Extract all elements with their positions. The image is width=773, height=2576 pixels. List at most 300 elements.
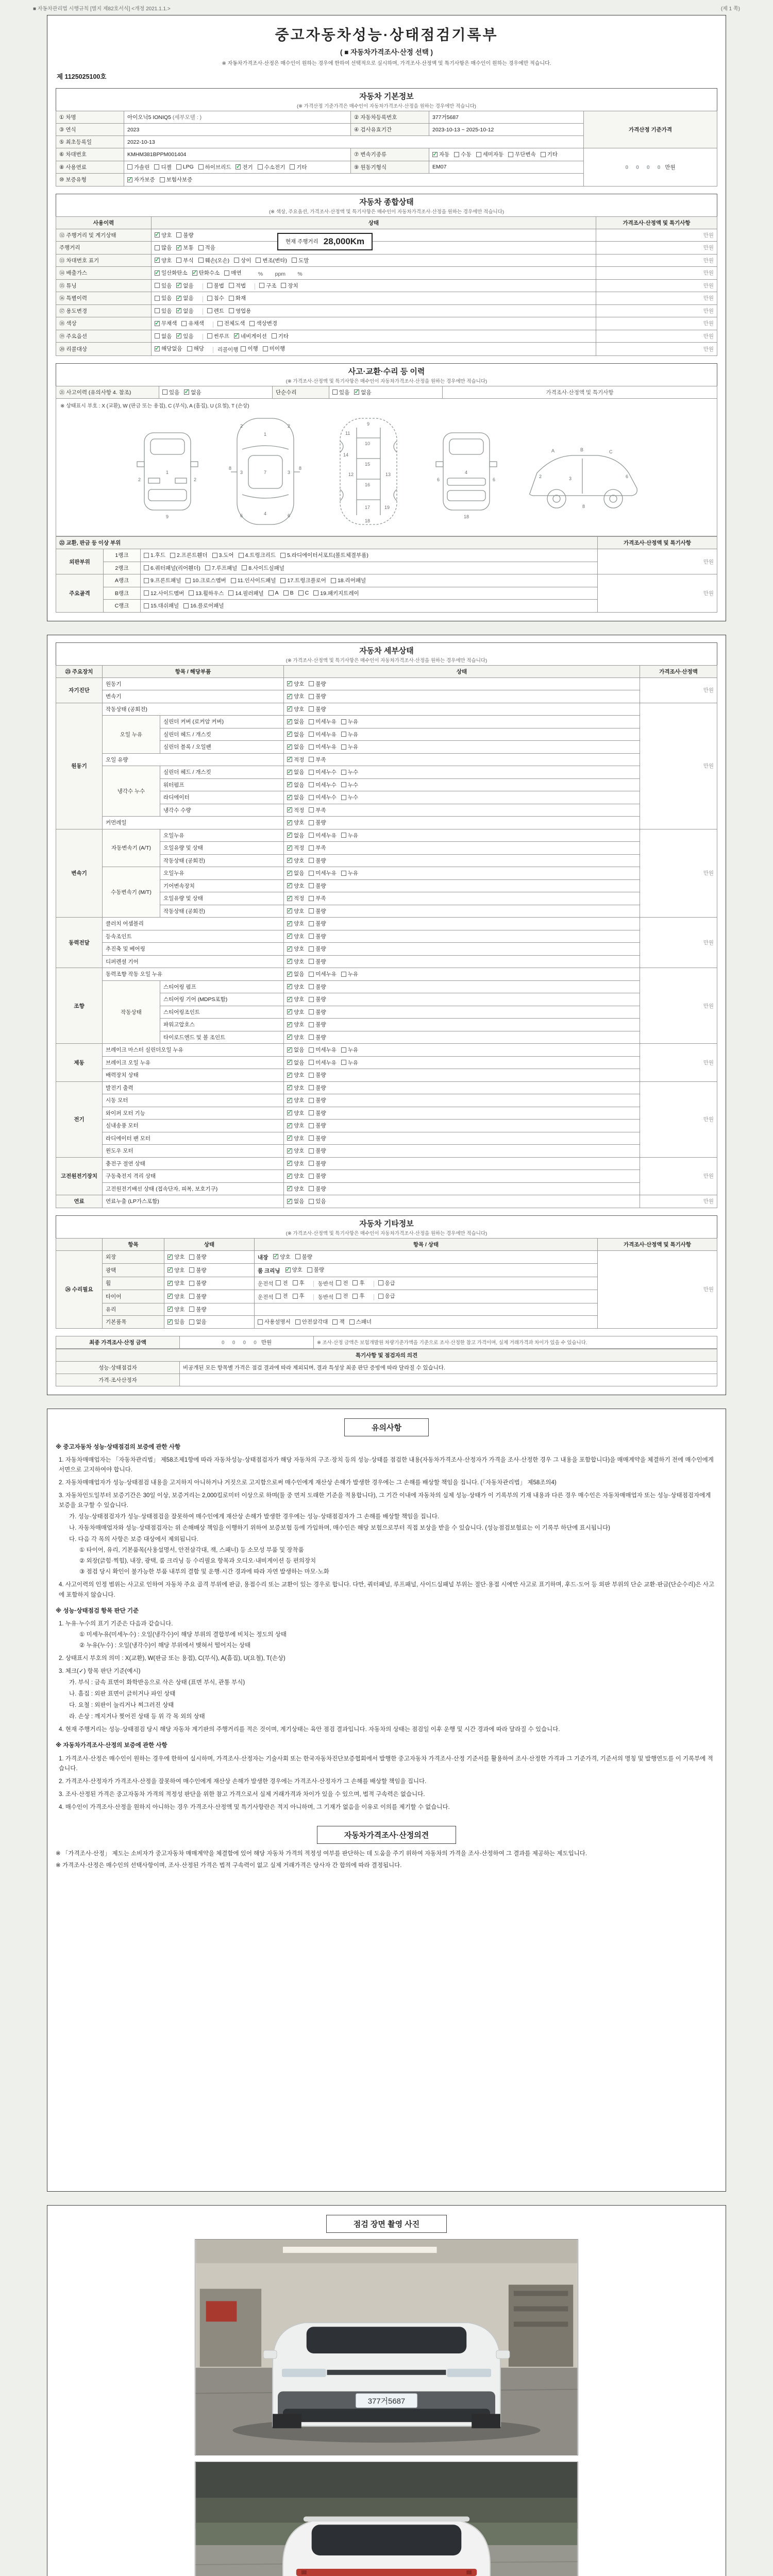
checkbox-option (176, 307, 193, 315)
opinion-title: 특기사항 및 점검자의 의견 (56, 1349, 717, 1361)
checkbox-option (287, 995, 304, 1003)
notice-line: 나. 흠집 : 외판 표면이 긁히거나 파인 상태 (69, 1691, 176, 1698)
item-label: 실린더 헤드 / 개스킷 (160, 766, 284, 779)
doc-title: 중고자동차성능·상태점검기록부 (275, 27, 498, 43)
option-group (318, 1294, 374, 1300)
checkbox-option (155, 269, 188, 277)
svg-text:6: 6 (437, 477, 440, 482)
row-price: 만원 (596, 304, 717, 317)
checkbox-icon (155, 283, 160, 288)
checkbox-icon (287, 984, 292, 989)
row-price: 만원 (596, 343, 717, 356)
notice-line: 라. 손상 : 깨지거나 찢어진 상태 등 위 각 목 외의 상태 (69, 1714, 205, 1720)
checkbox-icon (295, 1319, 300, 1325)
item-label: 동력조향 작동 오일 누유 (103, 968, 284, 981)
checkbox-icon (309, 833, 314, 838)
checkbox-icon (287, 1060, 292, 1065)
checkbox-option (287, 731, 304, 738)
checkbox-label: 양호 (294, 1084, 305, 1091)
checkbox-option (287, 1197, 304, 1205)
car-diagram-top (222, 412, 309, 531)
svg-text:A: A (551, 448, 555, 453)
basic-row-name (56, 111, 717, 124)
checkbox-icon (341, 744, 346, 750)
checkbox-label: 적정 (294, 845, 305, 851)
checkbox-label: 미세누유 (315, 719, 337, 725)
item-label: 스티어링조인트 (160, 1006, 284, 1019)
vin-value: KMHM381BPPM001404 (124, 148, 351, 161)
svg-text:9: 9 (367, 421, 370, 427)
checkbox-label: 이행 (247, 346, 258, 352)
checkbox-option (309, 756, 326, 764)
row-price: 만원 (598, 1250, 717, 1328)
checkbox-icon (162, 389, 167, 395)
notice-line: 1. 누유·누수의 표기 기준은 다음과 같습니다. (59, 1620, 173, 1627)
checkbox-option (189, 1318, 206, 1326)
checkbox-icon (234, 333, 239, 338)
appraisal-opinion-line: ※ 가격조사·산정은 매수인의 선택사항이며, 조사·산정된 가격은 법적 구속력이 없고 실제 거래가격은 당사자 간 합의에 따라 결정됩니다. (56, 1862, 402, 1869)
checkbox-icon (309, 1123, 314, 1128)
checkbox-icon (341, 833, 346, 838)
checkbox-option (268, 590, 279, 596)
svg-text:B: B (580, 447, 584, 452)
checkbox-icon (229, 308, 234, 313)
checkbox-label: 불량 (315, 1097, 326, 1104)
checkbox-icon (285, 1267, 291, 1273)
device-label: 연료 (56, 1195, 103, 1208)
row-label: ⑳ 리콜대상 (56, 343, 152, 356)
overall-col-price: 가격조사·산정액 및 특기사항 (596, 216, 717, 229)
option-group (207, 296, 251, 302)
checkbox-option (258, 163, 285, 171)
svg-text:18: 18 (365, 518, 371, 523)
checkbox-option (287, 869, 304, 877)
panel-photos (47, 2205, 726, 2576)
svg-text:6: 6 (493, 477, 496, 482)
checkbox-label: 불량 (315, 1148, 326, 1154)
checkbox-label: 없음 (183, 295, 194, 301)
checkbox-icon (258, 164, 263, 170)
checkbox-label: 변조(변타) (262, 257, 288, 264)
detail-col-item: 항목 / 해당부품 (103, 665, 284, 677)
row-price: 만원 (596, 279, 717, 292)
svg-text:377거5687: 377거5687 (367, 2396, 406, 2405)
checkbox-option (287, 1185, 304, 1193)
item-state (284, 1044, 640, 1057)
overall-row (56, 304, 717, 317)
checkbox-icon (268, 590, 274, 596)
item-extra (255, 1303, 598, 1316)
item-state (284, 817, 640, 829)
basic-row-vin (56, 148, 717, 161)
opinion-row-appraiser (56, 1374, 717, 1386)
item-state (284, 1094, 640, 1107)
checkbox-label: 가솔린 (134, 164, 150, 171)
checkbox-label: 누유 (347, 719, 359, 725)
svg-text:8: 8 (299, 466, 302, 471)
checkbox-option (249, 319, 277, 327)
etc-header-row (56, 1238, 717, 1250)
checkbox-option (144, 551, 165, 559)
checkbox-icon (207, 308, 212, 313)
checkbox-label: 미세누유 (315, 744, 337, 750)
checkbox-option (287, 806, 304, 814)
checkbox-icon (309, 959, 314, 964)
overall-row (56, 242, 717, 255)
exchange-table (56, 536, 717, 613)
checkbox-icon (283, 590, 289, 596)
checkbox-icon (309, 1047, 314, 1053)
vin-label: ⑥ 차대번호 (56, 148, 124, 161)
checkbox-icon (309, 1199, 314, 1204)
notice-line: 1. 가격조사·산정은 매수인이 원하는 경우에 한하여 실시하며, 가격조사·산정자는 기술사회 또는 한국자동차진단보증협회에서 발행한 중고자동차 가격조사·산정 기준서를 활용하여 조사·산정한 가격과 그 기준가격, 기준서의 명칭 및 발행연도를 이 기록부에 적습니다. (59, 1755, 713, 1772)
checkbox-option (162, 388, 179, 396)
odometer-box (277, 233, 373, 250)
checkbox-icon (155, 296, 160, 301)
checkbox-label: 누수 (347, 769, 359, 775)
checkbox-label: 양호 (294, 1160, 305, 1167)
checkbox-icon (276, 1294, 281, 1299)
checkbox-label: 양호 (294, 1034, 305, 1041)
checkbox-label: 17.트렁크플로어 (287, 578, 326, 584)
checkbox-icon (309, 744, 314, 750)
device-label: 전기 (56, 1081, 103, 1157)
checkbox-icon (239, 553, 244, 558)
checkbox-option (144, 589, 184, 597)
option-group-label: 운전석 (258, 1281, 274, 1287)
notice-line: 1. 자동차매매업자는 「자동차관리법」 제58조제1항에 따라 자동차성능·상태점검자가 해당 자동차의 구조·장치 등의 성능·상태를 점검한 내용(자동차가격조사·산정자가 가격을 조사·산정한 경우 그 내용을 포함합니다)을 매매계약을 체결하기 전에 매수인에게 서면으로 고지하여야 합니다. (59, 1456, 714, 1473)
opinion-who-appraiser: 가격·조사산정자 (56, 1374, 180, 1386)
checkbox-label: 있음 (161, 282, 172, 289)
checkbox-option (167, 1318, 184, 1326)
checkbox-option (287, 832, 304, 839)
checkbox-icon (183, 603, 189, 608)
checkbox-label: 양호 (161, 232, 172, 239)
item-state (284, 1056, 640, 1069)
row-price: 만원 (640, 1195, 717, 1208)
checkbox-icon (332, 1319, 338, 1325)
item-label: 작동상태 (공회전) (160, 905, 284, 918)
checkbox-icon (287, 706, 292, 711)
item-label: 타이어 (103, 1290, 164, 1303)
panel-group-label: 외판부위 (56, 549, 104, 574)
checkbox-icon (144, 553, 149, 558)
checkbox-label: 양호 (294, 1148, 305, 1154)
row-price: 만원 (596, 292, 717, 305)
checkbox-option (144, 564, 200, 572)
row-price: 만원 (598, 574, 717, 613)
checkbox-label: 양호 (294, 1072, 305, 1078)
checkbox-icon (309, 706, 314, 711)
checkbox-option (309, 718, 337, 725)
checkbox-option (309, 781, 337, 789)
row-state (152, 254, 596, 267)
checkbox-label: 양호 (294, 946, 305, 952)
checkbox-icon (287, 744, 292, 750)
item-label: 발전기 출력 (103, 1081, 284, 1094)
checkbox-icon (155, 346, 160, 351)
svg-text:1: 1 (166, 470, 169, 475)
checkbox-icon (207, 296, 212, 301)
checkbox-option (352, 1292, 364, 1300)
checkbox-label: 전기 (242, 164, 253, 171)
checkbox-label: 불량 (315, 706, 326, 713)
row-label: 주행거리 (56, 242, 152, 255)
checkbox-option (290, 163, 307, 171)
checkbox-label: 불량 (313, 1267, 325, 1273)
checkbox-option (287, 1160, 304, 1167)
checkbox-label: 없음 (196, 1319, 207, 1325)
checkbox-option (287, 857, 304, 865)
checkbox-label: 네비게이션 (241, 333, 267, 340)
row-price: 만원 (640, 1081, 717, 1157)
section-final-price (56, 1336, 717, 1386)
checkbox-icon (287, 921, 292, 926)
option-group (155, 309, 203, 315)
checkbox-label: 누유 (347, 744, 359, 750)
exchange-row (56, 574, 717, 587)
checkbox-option (187, 345, 204, 352)
overall-note: (※ 색상, 주요옵션, 가격조사·산정액 및 특기사항은 매수인이 자동차가격조사·산정을 원하는 경우에만 적습니다) (268, 209, 505, 215)
checkbox-option (341, 970, 358, 978)
checkbox-icon (167, 1319, 173, 1325)
detail-row (56, 1069, 717, 1082)
checkbox-option (309, 1185, 326, 1193)
checkbox-icon (280, 578, 285, 583)
checkbox-option (309, 1008, 326, 1016)
notice-line: ※ 성능·상태점검 항목 판단 기준 (56, 1607, 139, 1614)
checkbox-option (285, 1266, 303, 1274)
detail-row (56, 918, 717, 930)
checkbox-label: 양호 (294, 857, 305, 864)
checkbox-label: 누수 (347, 782, 359, 788)
panel-items (141, 600, 598, 613)
item-label: 오일누유 (160, 829, 284, 842)
opinion-table (56, 1349, 717, 1386)
checkbox-icon (309, 782, 314, 787)
checkbox-icon (154, 164, 159, 170)
checkbox-option (287, 1096, 304, 1104)
item-state (284, 879, 640, 892)
checkbox-option (287, 1071, 304, 1079)
checkbox-label: 없음 (294, 794, 305, 801)
checkbox-option (309, 907, 326, 915)
checkbox-option (287, 1059, 304, 1066)
checkbox-icon (273, 1254, 278, 1259)
checkbox-label: 있음 (161, 295, 172, 301)
checkbox-label: 불량 (315, 681, 326, 687)
checkbox-label: 불량 (315, 921, 326, 927)
checkbox-icon (236, 164, 241, 170)
checkbox-label: 많음 (161, 245, 172, 251)
checkbox-icon (242, 565, 247, 570)
checkbox-label: 양호 (294, 1022, 305, 1028)
final-price-note: ※ 조사·산정 금액은 보험개발원 차량기준가액을 기준으로 조사·산정한 참고 가격이며, 실제 거래가격과 차이가 있을 수 있습니다. (314, 1336, 717, 1348)
engine-value: EM07 (429, 161, 584, 174)
detail-row (56, 677, 717, 690)
checkbox-icon (508, 152, 513, 157)
checkbox-option (259, 282, 276, 290)
checkbox-icon (144, 578, 149, 583)
checkbox-option (155, 257, 172, 264)
checkbox-icon (331, 578, 336, 583)
row-label: ⑲ 주요옵션 (56, 330, 152, 343)
checkbox-label: 없음 (294, 731, 305, 738)
checkbox-icon (287, 1161, 292, 1166)
checkbox-label: 불량 (315, 1135, 326, 1142)
device-label: 고전원전기장치 (56, 1157, 103, 1195)
checkbox-label: 양호 (294, 1185, 305, 1192)
item-state (284, 716, 640, 728)
option-group-label: 운전석 (258, 1294, 274, 1300)
svg-text:6: 6 (240, 513, 243, 518)
item-label: 워터펌프 (160, 778, 284, 791)
checkbox-option (154, 163, 171, 171)
overall-row (56, 267, 717, 280)
item-state (284, 690, 640, 703)
doc-subtitle: ( ■ 자동차가격조사·산정 선택 ) (340, 48, 433, 56)
exchange-label: ㉒ 교환, 판금 등 이상 부위 (56, 537, 598, 549)
first-reg-label: ⑤ 최초등록일 (56, 136, 124, 148)
checkbox-icon (309, 1161, 314, 1166)
checkbox-label: 잭 (339, 1319, 345, 1325)
row-label: ⑫ 주행거리 및 계기상태 (56, 229, 152, 242)
item-label: 유리 (103, 1303, 164, 1316)
checkbox-option (283, 590, 294, 596)
checkbox-icon (378, 1280, 383, 1285)
item-label: 스티어링 기어 (MDPS포함) (160, 993, 284, 1006)
checkbox-icon (309, 1136, 314, 1141)
item-state (284, 1195, 640, 1208)
svg-text:18: 18 (464, 514, 469, 519)
item-label: 휠 (103, 1277, 164, 1290)
checkbox-icon (309, 908, 314, 913)
checkbox-icon (241, 346, 246, 351)
checkbox-option (341, 731, 358, 738)
svg-text:13: 13 (385, 472, 391, 477)
checkbox-option (293, 1292, 305, 1300)
checkbox-option (541, 150, 558, 158)
rank-label: 1랭크 (104, 549, 141, 562)
svg-text:3: 3 (240, 470, 243, 475)
checkbox-label: 불량 (183, 232, 194, 239)
car-name-label: ① 차명 (56, 111, 124, 124)
checkbox-label: 불량 (315, 933, 326, 940)
opinion-row-inspector (56, 1361, 717, 1374)
checkbox-icon (272, 333, 277, 338)
inspection-photo-front (195, 2239, 578, 2455)
checkbox-icon (309, 1060, 314, 1065)
checkbox-option (198, 163, 231, 171)
checkbox-icon (287, 959, 292, 964)
svg-text:1: 1 (264, 432, 267, 437)
checkbox-option (336, 1279, 348, 1287)
checkbox-icon (352, 1294, 358, 1299)
checkbox-option (309, 1109, 326, 1117)
car-diagram-underbody (325, 412, 412, 531)
checkbox-icon (186, 578, 191, 583)
item-state (284, 1120, 640, 1132)
row-price: 만원 (596, 317, 717, 330)
checkbox-icon (309, 1085, 314, 1090)
detail-band (56, 642, 717, 665)
checkbox-option (176, 244, 193, 251)
checkbox-icon (287, 1186, 292, 1191)
item-state (284, 980, 640, 993)
item-label: 파워고압호스 (160, 1019, 284, 1031)
detail-row (56, 829, 717, 842)
checkbox-icon (287, 1174, 292, 1179)
option-group (155, 233, 198, 239)
car-name-value: 아이오닉5 IONIQ5 (세부모델 : ) (124, 111, 351, 124)
checkbox-icon (309, 719, 314, 724)
checkbox-option (309, 1160, 326, 1167)
item-label: 오일유량 및 상태 (160, 892, 284, 905)
checkbox-option (287, 1021, 304, 1028)
item-state (164, 1290, 255, 1303)
notice-line: 3. 자동차인도일부터 보증기간은 30일 이상, 보증거리는 2,000킬로미터 이상으로 하며(둘 중 먼저 도래한 기준을 적용합니다), 그 기간 이내에 자동차의 실제 성능·상태가 이 기록부의 기재 내용과 다른 경우 매수인은 자동차매매업자 또는 성능·상태점검자에게 보증을 요구할 수 있습니다. (59, 1492, 711, 1509)
checkbox-option (273, 1253, 290, 1261)
item-label: 실린더 헤드 / 개스킷 (160, 728, 284, 741)
item-label: 윈도우 모터 (103, 1145, 284, 1158)
checkbox-label: 하이브리드 (205, 164, 231, 171)
item-state (284, 741, 640, 754)
checkbox-icon (287, 934, 292, 939)
option-group (155, 296, 203, 302)
checkbox-icon (276, 1280, 281, 1285)
item-label: 구동축전지 격리 상태 (103, 1170, 284, 1183)
item-label: 원동기 (103, 677, 284, 690)
item-label: 오일누유 (160, 867, 284, 880)
item-label: 브레이크 마스터 실린더오일 누유 (103, 1044, 284, 1057)
item-state (284, 892, 640, 905)
option-group (273, 1255, 317, 1261)
checkbox-label: 불량 (315, 1160, 326, 1167)
checkbox-icon (293, 1294, 298, 1299)
checkbox-icon (309, 1073, 314, 1078)
checkbox-icon (207, 333, 212, 338)
accident-price-header: 가격조사·산정액 및 특기사항 (443, 386, 717, 399)
item-label: 고전원전기배선 상태 (접속단자, 피복, 보호기구) (103, 1182, 284, 1195)
checkbox-label: 18.리어패널 (337, 578, 366, 584)
notice-line: 다. 다음 각 목의 사항은 보증 대상에서 제외됩니다. (69, 1536, 198, 1543)
final-price-row (56, 1336, 717, 1348)
valid-value: 2023-10-13 ~ 2025-10-12 (429, 124, 584, 136)
row-price: 만원 (640, 1157, 717, 1195)
row-label: ⑰ 용도변경 (56, 304, 152, 317)
checkbox-option (155, 345, 182, 352)
checkbox-option (189, 1306, 206, 1313)
checkbox-option (144, 577, 181, 584)
checkbox-icon (287, 1136, 292, 1141)
svg-text:2: 2 (539, 474, 542, 479)
item-state (284, 867, 640, 880)
svg-text:12: 12 (348, 472, 354, 477)
checkbox-label: 후 (359, 1280, 365, 1286)
checkbox-icon (309, 681, 314, 686)
checkbox-label: 적음 (205, 245, 215, 251)
checkbox-option (281, 282, 298, 290)
checkbox-icon (160, 177, 165, 182)
checkbox-label: 있음 (161, 308, 172, 314)
device-label: 제동 (56, 1044, 103, 1082)
checkbox-icon (309, 896, 314, 901)
checkbox-label: 전체도색 (224, 320, 245, 327)
checkbox-option (229, 307, 251, 315)
checkbox-option (224, 269, 241, 277)
base-price-value: 0 0 0 0 만원 (584, 148, 717, 187)
item-state (284, 753, 640, 766)
